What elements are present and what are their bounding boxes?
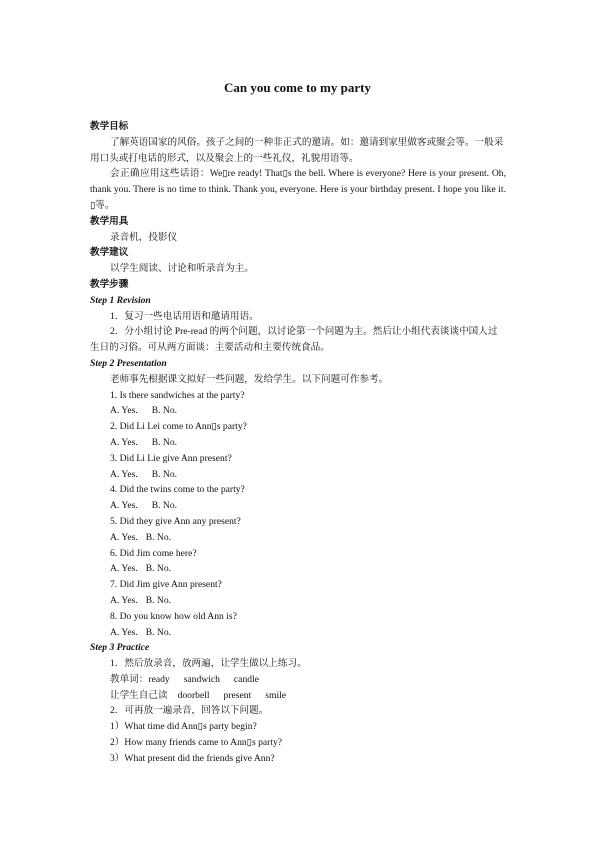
answer-options [90,403,506,419]
step3-question: 1）What time did Ann▯s party begin? [110,721,257,733]
teach-words-line [90,672,506,688]
goal-paragraph-2: 会正确应用这些话语：We▯re ready! That▯s the bell. Where is everyone? Here is your present. Oh, thank you. There is no time to think. Thank you, everyone. Here is your birthday present. I hope you like it. ▯等。 [90,168,506,211]
step3-item-1: 1．然后放录音，放两遍，让学生做以上练习。 [110,658,307,670]
answer-options [90,530,506,546]
step2-intro: 老师事先根据课文拟好一些问题，发给学生。以下问题可作参考。 [110,373,389,385]
step2-heading: Step 2 Presentation [90,357,167,369]
option-b: B. No. [145,563,172,575]
option-b: B. No. [151,500,178,512]
step3-heading: Step 3 Practice [90,642,150,654]
option-a: A. Yes. [110,563,138,575]
option-a: A. Yes. [110,594,138,606]
option-a: A. Yes. [110,500,138,512]
option-a: A. Yes. [110,436,138,448]
self-read-label: 让学生自己读 [110,689,168,701]
teach-word: candle [233,673,259,685]
answer-options [90,593,506,609]
step1-heading: Step 1 Revision [90,294,151,306]
option-a: A. Yes. [110,531,138,543]
step1-item-2: 2．分小组讨论 Pre-read 的两个问题，以讨论第一个问题为主。然后让小组代表谈谈中国人过生日的习俗。可从两方面谈：主要活动和主要传统食品。 [90,326,498,354]
answer-options [90,561,506,577]
step2-question: 4. Did the twins come to the party? [110,484,245,496]
self-read-word: smile [265,689,287,701]
goal-heading: 教学目标 [90,121,129,132]
option-b: B. No. [151,468,178,480]
answer-options [90,435,506,451]
advice-heading: 教学建议 [90,247,129,259]
step3-question: 2）How many friends came to Ann▯s party? [110,737,283,749]
step3-question: 3）What present did the friends give Ann? [110,752,275,764]
advice-text: 以学生阅读、讨论和听录音为主。 [110,263,254,275]
teach-word: sandwich [183,673,220,685]
self-read-word: present [223,689,252,701]
option-b: B. No. [145,531,172,543]
steps-heading: 教学步骤 [90,278,129,290]
option-b: B. No. [145,594,172,606]
option-a: A. Yes. [110,626,138,638]
document-title: Can you come to my party [224,80,371,95]
option-b: B. No. [151,436,178,448]
teach-words-label: 教单词： [110,673,149,685]
self-read-word: doorbell [177,689,210,701]
step1-item-1: 1．复习一些电话用语和邀请用语。 [110,310,259,322]
step2-question: 8. Do you know how old Ann is? [110,610,237,622]
answer-options [90,467,506,483]
option-a: A. Yes. [110,405,138,417]
step2-question: 2. Did Li Lei come to Ann▯s party? [110,421,247,433]
answer-options [90,625,506,641]
option-a: A. Yes. [110,468,138,480]
step2-question: 6. Did Jim come here? [110,547,197,559]
step2-question-list [90,388,506,641]
step3-item-2: 2．可再放一遍录音，回答以下问题。 [110,705,269,717]
goal-paragraph-1: 了解英语国家的风俗。孩子之间的一种非正式的邀请。如：邀请到家里做客或聚会等。一般采用口头或打电话的形式，以及聚会上的一些礼仪，礼貌用语等。 [90,136,504,164]
option-b: B. No. [151,405,178,417]
answer-options [90,498,506,514]
step2-question: 1. Is there sandwiches at the party? [110,389,245,401]
option-b: B. No. [145,626,172,638]
step2-question: 7. Did Jim give Ann present? [110,579,222,591]
document-body [90,119,506,767]
tools-heading: 教学用具 [90,215,129,227]
step2-question: 5. Did they give Ann any present? [110,515,241,527]
self-read-line [90,688,506,704]
teach-word: ready [148,673,170,685]
tools-text: 录音机，投影仪 [110,231,178,243]
step2-question: 3. Did Li Lie give Ann present? [110,452,232,464]
